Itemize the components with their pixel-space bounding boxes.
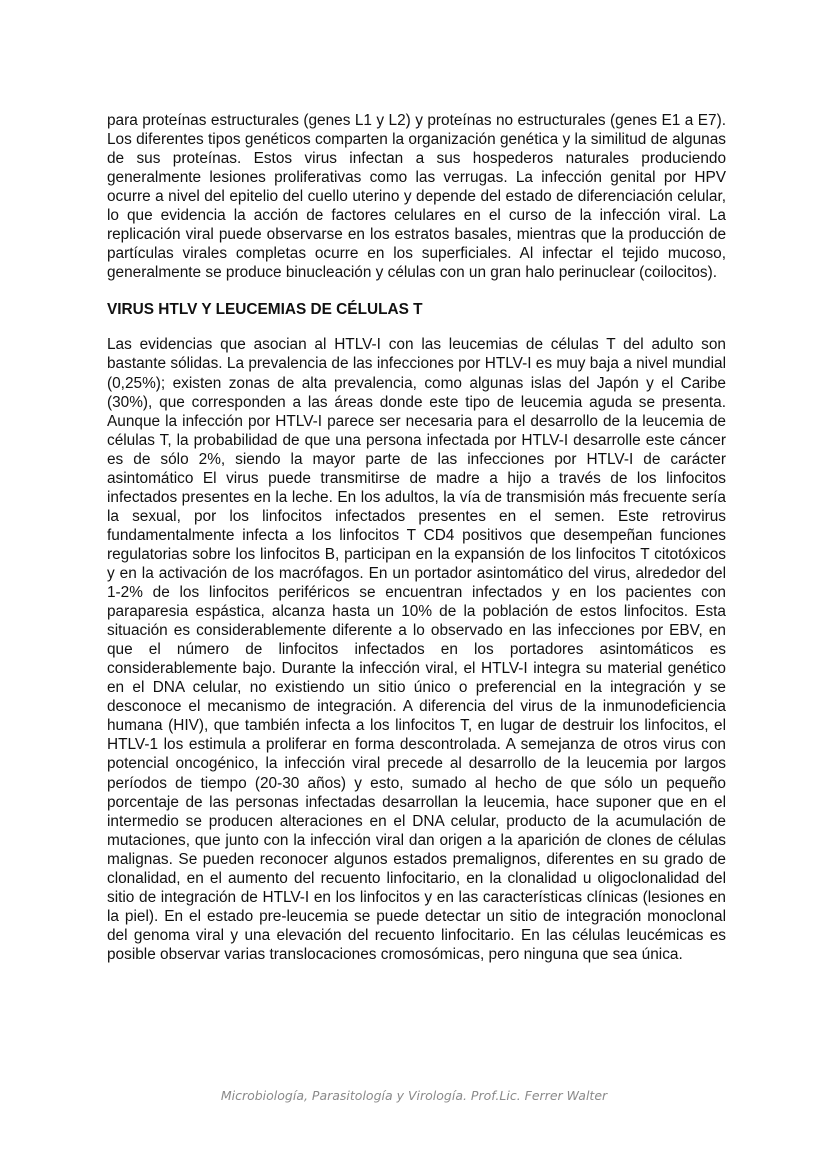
document-page — [107, 111, 726, 964]
section-heading: VIRUS HTLV Y LEUCEMIAS DE CÉLULAS T — [107, 301, 423, 319]
intro-paragraph: para proteínas estructurales (genes L1 y L2) y proteínas no estructurales (genes E1 a E7). Los diferentes tipos genéticos comparten la organización genética y la similitud de algunas de sus proteínas. Estos virus infectan a sus hospederos naturales produciendo generalmente lesiones proliferativas como las verrugas. La infección genital por HPV ocurre a nivel del epitelio del cuello uterino y depende del estado de diferenciación celular, lo que evidencia la acción de factores celulares en el curso de la infección viral. La replicación viral puede observarse en los estratos basales, mientras que la producción de partículas virales completas ocurre en los superficiales. Al infectar el tejido mucoso, generalmente se produce binucleación y células con un gran halo perinuclear (coilocitos). — [107, 112, 726, 282]
page-footer: Microbiología, Parasitología y Virología. Prof.Lic. Ferrer Walter — [220, 1088, 608, 1103]
body-paragraph: Las evidencias que asocian al HTLV-I con las leucemias de células T del adulto son bastante sólidas. La prevalencia de las infecciones por HTLV-I es muy baja a nivel mundial (0,25%); existen zonas de alta prevalencia, como algunas islas del Japón y el Caribe (30%), que corresponden a las áreas donde este tipo de leucemia aguda se presenta. Aunque la infección por HTLV-I parece ser necesaria para el desarrollo de la leucemia de células T, la probabilidad de que una persona infectada por HTLV-I desarrolle este cáncer es de sólo 2%, siendo la mayor parte de las infecciones por HTLV-I de carácter asintomático El virus puede transmitirse de madre a hijo a través de los linfocitos infectados presentes en la leche. En los adultos, la vía de transmisión más frecuente sería la sexual, por los linfocitos infectados presentes en el semen. Este retrovirus fundamentalmente infecta a los linfocitos T CD4 positivos que desempeñan funciones regulatorias sobre los linfocitos B, participan en la expansión de los linfocitos T citotóxicos y en la activación de los macrófagos. En un portador asintomático del virus, alrededor del 1-2% de los linfocitos periféricos se encuentran infectados y en los pacientes con paraparesia espástica, alcanza hasta un 10% de la población de estos linfocitos. Esta situación es considerablemente diferente a lo observado en las infecciones por EBV, en que el número de linfocitos infectados en los portadores asintomáticos es considerablemente bajo. Durante la infección viral, el HTLV-I integra su material genético en el DNA celular, no existiendo un sitio único o preferencial en la integración y se desconoce el mecanismo de integración. A diferencia del virus de la inmunodeficiencia humana (HIV), que también infecta a los linfocitos T, en lugar de destruir los linfocitos, el HTLV-1 los estimula a proliferar en forma descontrolada. A semejanza de otros virus con potencial oncogénico, la infección viral precede al desarrollo de la leucemia por largos períodos de tiempo (20-30 años) y esto, sumado al hecho de que sólo un pequeño porcentaje de las personas infectadas desarrollan la leucemia, hace suponer que en el intermedio se producen alteraciones en el DNA celular, producto de la acumulación de mutaciones, que junto con la infección viral dan origen a la aparición de clones de células malignas. Se pueden reconocer algunos estados premalignos, diferentes en su grado de clonalidad, en el aumento del recuento linfocitario, en la clonalidad u oligoclonalidad del sitio de integración de HTLV-I en los linfocitos y en las características clínicas (lesiones en la piel). En el estado pre-leucemia se puede detectar un sitio de integración monoclonal del genoma viral y una elevación del recuento linfocitario. En las células leucémicas es posible observar varias translocaciones cromosómicas, pero ninguna que sea única. — [107, 336, 726, 963]
